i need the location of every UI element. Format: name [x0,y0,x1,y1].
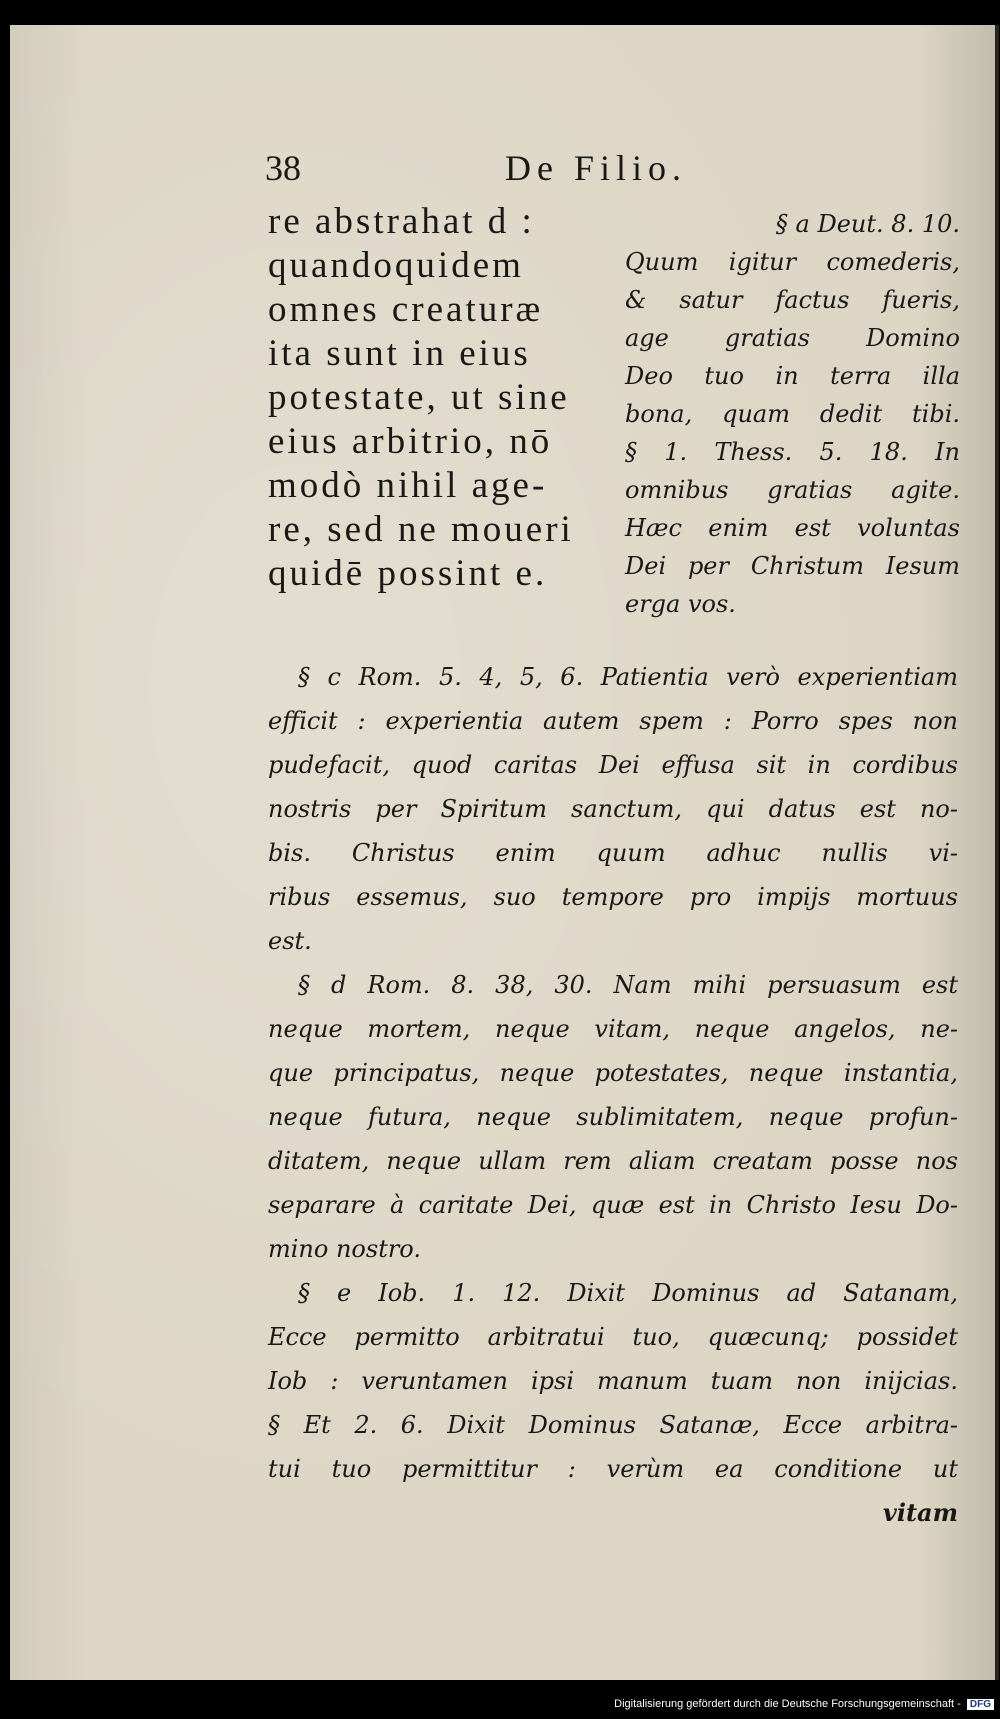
text-line: quidē possint e. [268,553,548,594]
note-line: neque mortem, neque vitam, neque angelos, ne- [268,1015,958,1043]
note-line: erga vos. [625,590,736,618]
text-line: re, sed ne moueri [268,509,574,550]
text-line: quandoquidem [268,245,524,286]
text-line: eius arbitrio, nō [268,421,553,462]
note-line: § a Deut. 8. 10. [775,210,960,238]
catchword: vitam [882,1498,958,1527]
dfg-logo: DFG [967,1699,994,1710]
note-line: neque futura, neque sublimitatem, neque profun- [268,1103,958,1131]
credit-text: Digitalisierung gefördert durch die Deutsche Forschungsgemeinschaft - [614,1698,961,1710]
note-line: age gratias Domino [625,324,960,352]
note-line: est. [268,927,312,955]
note-line: efficit : experientia autem spem : Porro spes non [268,707,958,735]
note-line: Quum igitur comederis, [625,248,960,276]
note-line: que principatus, neque potestates, neque instantia, [268,1059,958,1087]
note-line: § e Iob. 1. 12. Dixit Dominus ad Satanam, [298,1279,958,1307]
page-number: 38 [265,148,301,188]
note-line: pudefacit, quod caritas Dei effusa sit in cordibus [268,751,958,779]
note-line: Hæc enim est voluntas [625,514,960,542]
text-line: ita sunt in eius [268,333,531,374]
text-line: re abstrahat d : [268,201,535,242]
note-line: § Et 2. 6. Dixit Dominus Satanæ, Ecce arbitra- [268,1411,958,1439]
text-line: potestate, ut sine [268,377,570,418]
note-line: mino nostro. [268,1235,421,1263]
note-line: § c Rom. 5. 4, 5, 6. Patientia verò experientiam [298,663,958,691]
digitization-credit [614,1698,994,1710]
text-line: modò nihil age- [268,465,548,506]
note-line: omnibus gratias agite. [625,476,960,504]
page-header [265,147,715,187]
note-line: bona, quam dedit tibi. [625,400,960,428]
note-line: § d Rom. 8. 38, 30. Nam mihi persuasum est [298,971,958,999]
note-line: nostris per Spiritum sanctum, qui datus est no- [268,795,958,823]
note-line: separare à caritate Dei, quæ est in Christo Iesu Do- [268,1191,958,1219]
note-line: Iob : veruntamen ipsi manum tuam non inijcias. [268,1367,958,1395]
note-line: ditatem, neque ullam rem aliam creatam posse nos [268,1147,958,1175]
full-width-notes [268,655,958,1535]
note-column [625,205,960,623]
note-line: & satur factus fueris, [625,286,960,314]
note-line: Dei per Christum Iesum [625,552,960,580]
note-line: Ecce permitto arbitratui tuo, quæcunq; possidet [268,1323,958,1351]
note-line: ribus essemus, suo tempore pro impijs mortuus [268,883,958,911]
note-line: bis. Christus enim quum adhuc nullis vi- [268,839,958,867]
running-title: De Filio. [505,148,688,188]
note-line: § 1. Thess. 5. 18. In [625,438,960,466]
main-text-column [268,200,598,596]
note-line: tui tuo permittitur : verùm ea conditione ut [268,1455,958,1483]
note-line: Deo tuo in terra illa [625,362,960,390]
book-page [10,25,999,1680]
text-line: omnes creaturæ [268,289,544,330]
